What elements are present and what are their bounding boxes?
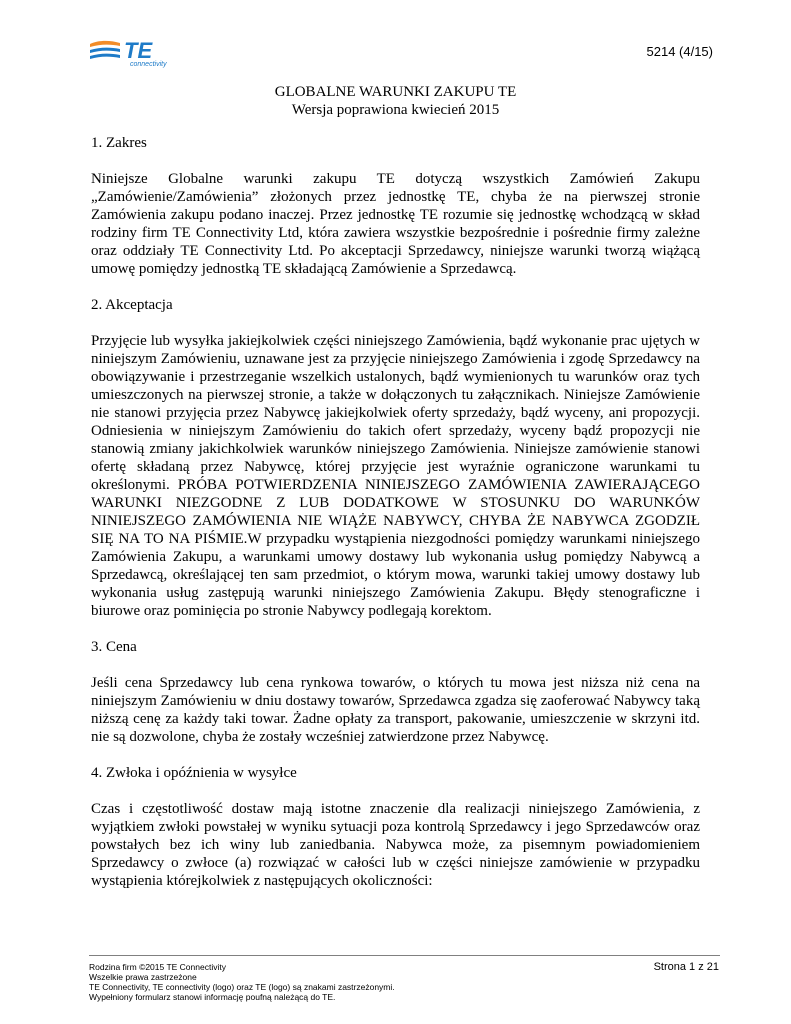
footer-rights: Wszelkie prawa zastrzeżone — [89, 972, 197, 982]
footer-trademark: TE Connectivity, TE connectivity (logo) oraz TE (logo) są znakami zastrzeżonymi. — [89, 982, 395, 992]
footer-copyright: Rodzina firm ©2015 TE Connectivity — [89, 962, 226, 972]
section-heading: 2. Akceptacja — [91, 297, 173, 313]
document-body — [91, 134, 700, 908]
footer-confidential: Wypełniony formularz stanowi informację poufną należącą do TE. — [89, 992, 336, 1002]
document-title — [0, 83, 791, 119]
footer — [89, 962, 395, 1002]
section-paragraph: Niniejsze Globalne warunki zakupu TE dotyczą wszystkich Zamówień Zakupu „Zamówienie/Zamówienia” złożonych przez jednostkę TE, chyba że na pierwszej stronie Zamówienia zakupu podano inaczej. Przez jednostkę TE rozumie się jednostkę wchodzącą w skład rodziny firm TE Connectivity Ltd, która zawiera wszystkie bezpośrednie i pośrednie firmy zależne oraz oddziały TE Connectivity Ltd. Po akceptacji Sprzedawcy, niniejsze warunki tworzą wiążącą umowę pomiędzy jednostką TE składającą Zamówienie a Sprzedawcą. — [91, 171, 700, 277]
title-line-1: GLOBALNE WARUNKI ZAKUPU TE — [274, 84, 517, 100]
svg-text:TE: TE — [124, 38, 153, 63]
logo-icon — [88, 36, 188, 70]
document-code: 5214 (4/15) — [646, 44, 713, 59]
section-paragraph: Czas i częstotliwość dostaw mają istotne znaczenie dla realizacji niniejszego Zamówienia, z wyjątkiem zwłoki powstałej w wyniku sytuacji poza kontrolą Sprzedawcy i jego Sprzedawców oraz powstałych bez ich winy lub zaniedbania. Nabywca może, za pisemnym powiadomieniem Sprzedawcy o zwłoce (a) rozwiązać w całości lub w części niniejsze zamówienie w przypadku wystąpienia którejkolwiek z następujących okoliczności: — [91, 801, 700, 889]
footer-divider — [89, 955, 720, 956]
svg-text:connectivity: connectivity — [130, 61, 167, 68]
section-heading: 1. Zakres — [91, 135, 147, 151]
section-paragraph: Przyjęcie lub wysyłka jakiejkolwiek części niniejszego Zamówienia, bądź wykonanie prac ujętych w niniejszym Zamówieniu, uznawane jest za przyjęcie niniejszego Zamówienia i zgodę Sprzedawcy na obowiązywanie i przestrzeganie wszelkich ustalonych, bądź wymienionych tu warunków oraz tych umieszczonych na pierwszej stronie, a także w dołączonych tu załącznikach. Niniejsze Zamówienie nie stanowi przyjęcia przez Nabywcę jakiejkolwiek oferty sprzedaży, bądź wyceny, ani propozycji. Odniesienia w niniejszym Zamówieniu do takich ofert sprzedaży, wyceny bądź propozycji nie stanowią zmiany jakichkolwiek warunków niniejszego Zamówienia. Niniejsze zamówienie stanowi ofertę składaną przez Nabywcę, której przyjęcie jest wyraźnie ograniczone warunkami tu określonymi. PRÓBA POTWIERDZENIA NINIEJSZEGO ZAMÓWIENIA ZAWIERAJĄCEGO WARUNKI NIEZGODNE Z LUB DODATKOWE W STOSUNKU DO WARUNKÓW NINIEJSZEGO ZAMÓWIENIA NIE WIĄŻE NABYWCY, CHYBA ŻE NABYWCA ZGODZIŁ SIĘ NA TO NA PIŚMIE.W przypadku wystąpienia niezgodności pomiędzy warunkami niniejszego Zamówienia Zakupu, a warunkami umowy dostawy lub wykonania usług pomiędzy Nabywcą a Sprzedawcą, określającej ten sam przedmiot, o którym mowa, warunki takiej umowy dostawy lub wykonania usług zastępują warunki niniejszego Zamówienia Zakupu. Błędy stenograficzne i biurowe oraz pominięcia po stronie Nabywcy podlegają korektom. — [91, 333, 700, 619]
section-paragraph: Jeśli cena Sprzedawcy lub cena rynkowa towarów, o których tu mowa jest niższa niż cena na niniejszym Zamówieniu w dniu dostawy towarów, Sprzedawca zgadza się zaoferować Nabywcy taką niższą cenę za każdy taki towar. Żadne opłaty za transport, pakowanie, umieszczenie w skrzyni itd. nie są dozwolone, chyba że zostały wcześniej zatwierdzone przez Nabywcę. — [91, 675, 700, 745]
title-line-2: Wersja poprawiona kwiecień 2015 — [291, 102, 500, 118]
page-number: Strona 1 z 21 — [653, 961, 719, 973]
section-heading: 3. Cena — [91, 639, 137, 655]
section-heading: 4. Zwłoka i opóźnienia w wysyłce — [91, 765, 297, 781]
te-connectivity-logo — [88, 36, 188, 70]
